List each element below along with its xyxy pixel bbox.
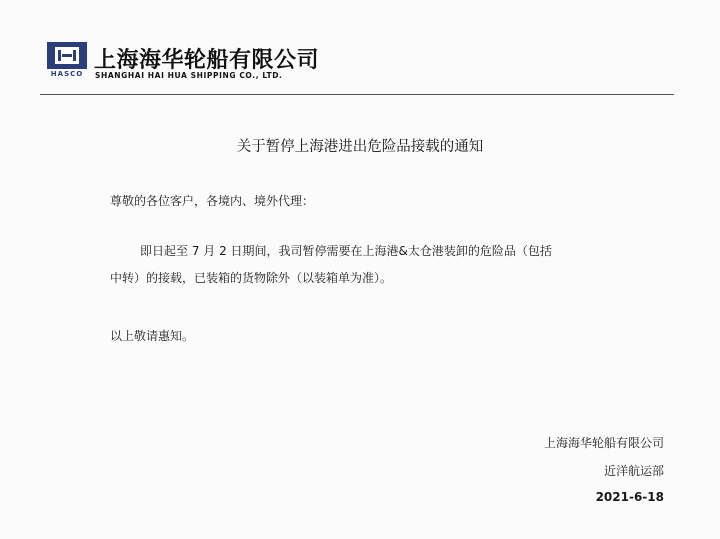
body-line-1: 即日起至 7 月 2 日期间，我司暂停需要在上海港&太仓港装卸的危险品（包括 bbox=[140, 244, 552, 258]
body-line-2: 中转）的接载，已装箱的货物除外（以装箱单为准）。 bbox=[110, 271, 393, 285]
signature-date: 2021-6-18 bbox=[595, 490, 664, 504]
notice-title: 关于暂停上海港进出危险品接载的通知 bbox=[236, 139, 484, 155]
signature-company: 上海海华轮船有限公司 bbox=[543, 436, 664, 450]
company-name-cn: 上海海华轮船有限公司 bbox=[94, 48, 320, 73]
company-logo bbox=[47, 42, 87, 78]
greeting: 尊敬的各位客户，各境内、境外代理： bbox=[110, 194, 315, 208]
closing-line: 以上敬请惠知。 bbox=[110, 329, 195, 343]
company-name-en: SHANGHAI HAI HUA SHIPPING CO., LTD. bbox=[95, 71, 283, 80]
letterhead-divider bbox=[40, 94, 674, 95]
signature-department: 近洋航运部 bbox=[603, 464, 664, 478]
logo-tag: HASCO bbox=[50, 70, 84, 78]
